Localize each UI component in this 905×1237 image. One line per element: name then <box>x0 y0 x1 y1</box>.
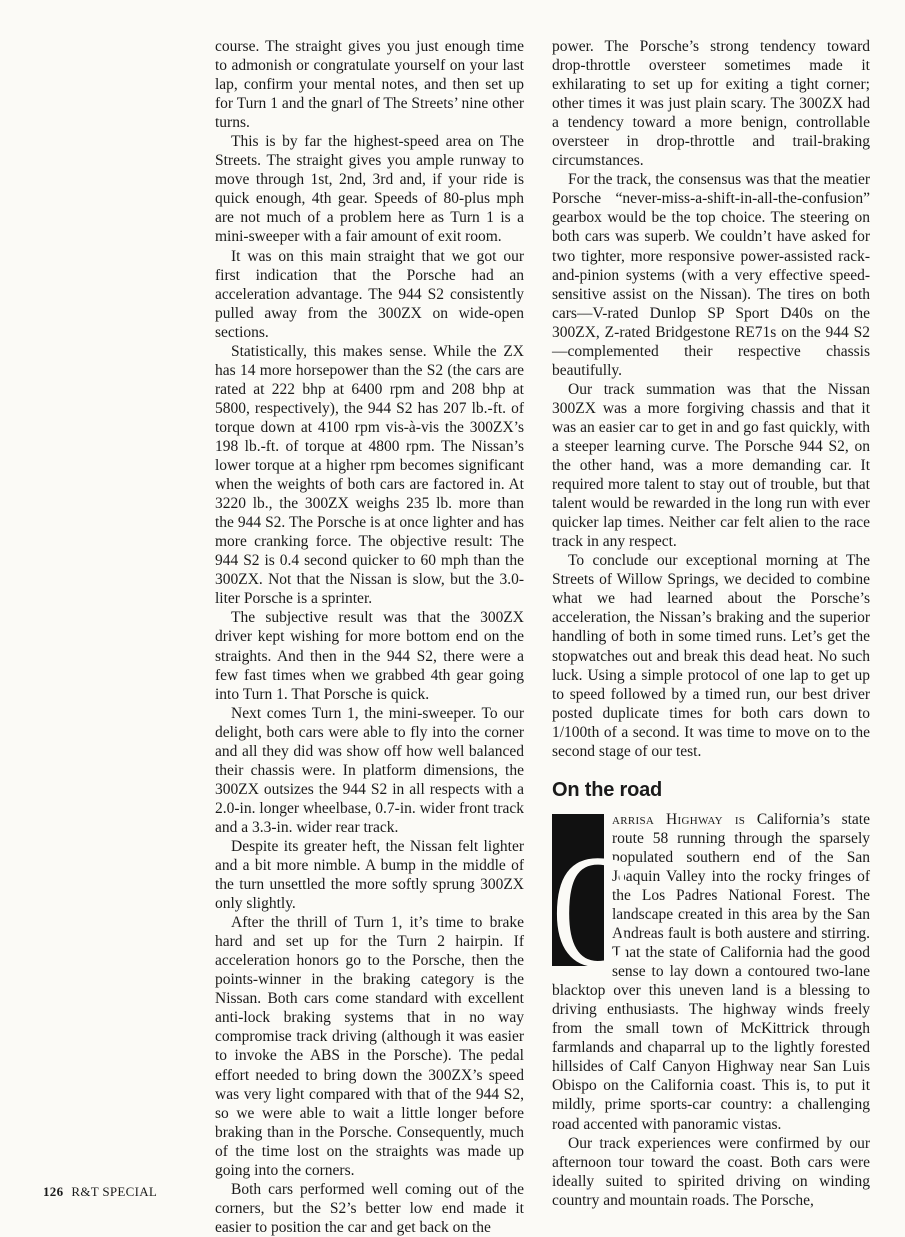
left-column <box>215 37 524 1237</box>
right-column <box>552 37 870 1210</box>
section-subhead: On the road <box>552 778 663 801</box>
page-footer <box>43 1184 157 1200</box>
paragraph: Our track summation was that the Nissan 300ZX was a more forgiving chassis and that it was an easier car to get in and go fast quickly, with a steeper learning curve. The Porsche 944 S2, on the other hand, was a more demanding car. It required more talent to stay out of trouble, but that talent would be rewarded in the long run with ever quicker lap times. Neither car felt alien to the race track in any respect. <box>552 380 870 551</box>
paragraph: course. The straight gives you just enough time to admonish or congratulate yourself on your last lap, confirm your mental notes, and then set up for Turn 1 and the gnarl of The Streets’ nine other turns. <box>215 38 524 132</box>
paragraph: After the thrill of Turn 1, it’s time to brake hard and set up for the Turn 2 hairpin. If acceleration honors go to the Porsche, then the points-winner in the braking category is the Nissan. Both cars come standard with excellent anti-lock braking systems that in no way compromise track driving (although it was easier to invoke the ABS in the Porsche). The pedal effort needed to bring down the 300ZX’s speed was very light compared with that of the 944 S2, so we were able to wait a little longer before braking than in the Porsche. Consequently, much of the time lost on the straights was made up going into the corners. <box>215 914 524 1179</box>
paragraph: power. The Porsche’s strong tendency toward drop-throttle oversteer sometimes made it exhilarating to set up for exiting a tight corner; other times it was just plain scary. The 300ZX had a tendency toward a more benign, controllable oversteer in drop-throttle and trail-braking circumstances. <box>552 38 870 170</box>
paragraph: Next comes Turn 1, the mini-sweeper. To our delight, both cars were able to fly into the corner and all they did was show off how well balanced their chassis were. In platform dimensions, the 300ZX outsizes the 944 S2 in all respects with a 2.0-in. longer wheelbase, 0.7-in. wider front track and a 3.3-in. wider rear track. <box>215 704 524 836</box>
paragraph: For the track, the consensus was that the meatier Porsche “never-miss-a-shift-in-all-the-confusion” gearbox would be the top choice. The steering on both cars was superb. We couldn’t have asked for two tighter, more responsive power-assisted rack-and-pinion systems (with a very effective speed-sensitive assist on the Nissan). The tires on both cars—V-rated Dunlop SP Sport D40s on the 300ZX, Z-rated Bridgestone RE71s on the 944 S2—complemented their respective chassis beautifully. <box>552 171 870 379</box>
lead-in: arrisa Highway is <box>612 810 746 828</box>
paragraph: Both cars performed well coming out of the corners, but the S2’s better low end made it easier to position the car and get back on the <box>215 1180 524 1236</box>
dropcap-paragraph <box>552 810 870 1134</box>
paragraph: Despite its greater heft, the Nissan felt lighter and a bit more nimble. A bump in the middle of the turn unsettled the more softly sprung 300ZX only slightly. <box>215 837 524 913</box>
paragraph: Statistically, this makes sense. While the ZX has 14 more horsepower than the S2 (the cars are rated at 222 bhp at 6400 rpm and 208 bhp at 5800, respectively), the 944 S2 has 207 lb.-ft. of torque down at 4100 rpm vis-à-vis the 300ZX’s 198 lb.-ft. of torque at 4800 rpm. The Nissan’s lower torque at a higher rpm becomes significant when the weights of both cars are factored in. At 3220 lb., the 300ZX weighs 235 lb. more than the 944 S2. The Porsche is at once lighter and has more cranking force. The objective result: The 944 S2 is 0.4 second quicker to 60 mph than the 300ZX. Not that the Nissan is slow, but the 3.0-liter Porsche is a sprinter. <box>215 342 524 608</box>
dropcap-letter: C <box>552 814 604 966</box>
paragraph: Our track experiences were confirmed by our afternoon tour toward the coast. Both cars were ideally suited to spirited driving on winding country and mountain roads. The Porsche, <box>552 1134 870 1209</box>
paragraph-text: California’s state route 58 running through the sparsely populated southern end of the San Joaquin Valley into the rocky fringes of the Los Padres National Forest. The landscape created in this area by the San Andreas fault is both austere and stirring. That the state of California had the good sense to lay down a contoured two-lane blacktop over this uneven land is a blessing to driving enthusiasts. The highway winds freely from the small town of McKittrick through farmlands and chaparral up to the lightly forested hillsides of Calf Canyon Highway near San Luis Obispo on the California coast. This is, to put it mildly, prime sports-car country: a challenging road accented with panoramic vistas. <box>552 810 870 1133</box>
publication-name: R&T SPECIAL <box>71 1184 158 1199</box>
paragraph: It was on this main straight that we got our first indication that the Porsche had an acceleration advantage. The 944 S2 consistently pulled away from the 300ZX on wide-open sections. <box>215 247 524 341</box>
paragraph: To conclude our exceptional morning at The Streets of Willow Springs, we decided to combine what we had learned about the Porsche’s acceleration, the Nissan’s braking and the superior handling of both in some timed runs. Let’s get the stopwatches out and break this dead heat. No such luck. Using a simple protocol of one lap to get up to speed followed by a timed run, our best driver posted duplicate times for both cars down to 1/100th of a second. It was time to move on to the second stage of our test. <box>552 552 870 760</box>
page-number: 126 <box>43 1184 64 1199</box>
paragraph: The subjective result was that the 300ZX driver kept wishing for more bottom end on the straights. And then in the 944 S2, there were a few fast times when we grabbed 4th gear going into Turn 1. That Porsche is quick. <box>215 609 524 703</box>
paragraph: This is by far the highest-speed area on The Streets. The straight gives you ample runway to move through 1st, 2nd, 3rd and, if your ride is quick enough, 4th gear. Speeds of 80-plus mph are not much of a problem here as Turn 1 is a mini-sweeper with a fair amount of exit room. <box>215 133 524 246</box>
